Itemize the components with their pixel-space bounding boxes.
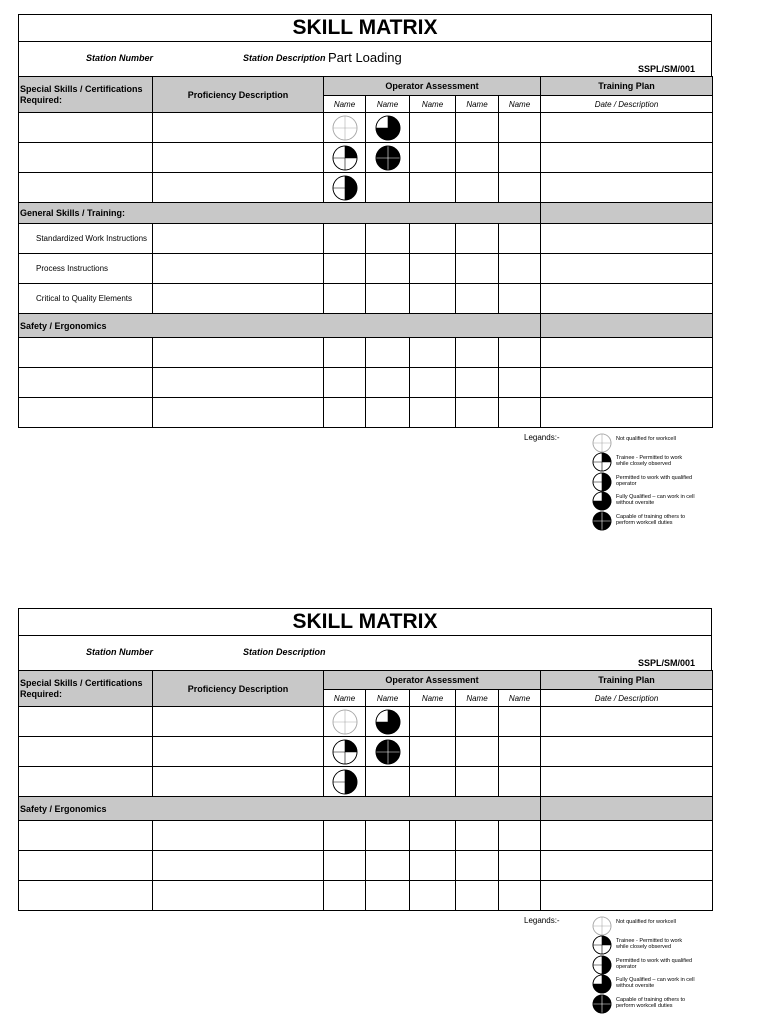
proficiency-cell[interactable] — [153, 767, 324, 797]
assessment-cell[interactable] — [410, 737, 456, 767]
assessment-cell[interactable] — [410, 224, 456, 254]
training-plan-cell[interactable] — [541, 284, 713, 314]
assessment-cell[interactable] — [366, 338, 410, 368]
assessment-cell[interactable] — [324, 737, 366, 767]
legend-text: Fully Qualified – can work in cell without oversite — [616, 977, 695, 989]
special-skills-header: Special Skills / Certifications Required: — [19, 77, 153, 113]
assessment-cell[interactable] — [456, 338, 499, 368]
qualification-three-quarter-icon — [592, 491, 612, 511]
training-plan-cell[interactable] — [541, 737, 713, 767]
general-skills-section-header: General Skills / Training: — [19, 203, 541, 224]
assessment-cell[interactable] — [456, 767, 499, 797]
training-plan-cell[interactable] — [541, 338, 713, 368]
assessment-cell[interactable] — [366, 113, 410, 143]
legend-item — [592, 511, 722, 531]
legend-item — [592, 472, 722, 492]
date-description-header: Date / Description — [541, 690, 713, 707]
assessment-cell[interactable] — [499, 881, 541, 911]
qualification-full-icon — [592, 511, 612, 531]
assessment-cell[interactable] — [456, 143, 499, 173]
legend-text: Permitted to work with qualified operator — [616, 475, 693, 487]
legend-item — [592, 433, 722, 453]
assessment-cell[interactable] — [456, 368, 499, 398]
assessment-cell[interactable] — [410, 398, 456, 428]
legend-item — [592, 452, 722, 472]
assessment-cell[interactable] — [324, 338, 366, 368]
qualification-empty-icon — [592, 433, 612, 453]
assessment-cell[interactable] — [456, 821, 499, 851]
skill-cell[interactable] — [19, 143, 153, 173]
assessment-cell[interactable] — [324, 284, 366, 314]
assessment-cell[interactable] — [499, 368, 541, 398]
assessment-cell[interactable] — [366, 821, 410, 851]
training-plan-cell[interactable] — [541, 851, 713, 881]
skill-matrix-form-1 — [18, 14, 712, 428]
skill-cell[interactable] — [19, 368, 153, 398]
legend-text: Trainee - Permitted to work while closely observed — [616, 455, 683, 467]
assessment-cell[interactable] — [366, 173, 410, 203]
qualification-empty-icon — [592, 916, 612, 936]
training-plan-header: Training Plan — [541, 671, 713, 690]
legend-title: Legands:- — [524, 433, 560, 442]
assessment-cell[interactable] — [410, 338, 456, 368]
proficiency-header: Proficiency Description — [153, 77, 324, 113]
section-fill-cell — [541, 797, 713, 821]
training-plan-header: Training Plan — [541, 77, 713, 96]
assessment-cell[interactable] — [366, 767, 410, 797]
legend-item — [592, 994, 722, 1014]
general-skill-row — [19, 224, 713, 254]
station-description-value: Part Loading — [328, 50, 402, 65]
assessment-cell[interactable] — [324, 143, 366, 173]
assessment-cell[interactable] — [499, 398, 541, 428]
qualification-three-quarter-icon — [375, 115, 401, 141]
skill-cell[interactable] — [19, 767, 153, 797]
proficiency-cell[interactable] — [153, 398, 324, 428]
assessment-cell[interactable] — [410, 143, 456, 173]
training-plan-cell[interactable] — [541, 398, 713, 428]
document-code: SSPL/SM/001 — [637, 658, 695, 668]
proficiency-cell[interactable] — [153, 368, 324, 398]
safety-row — [19, 881, 713, 911]
assessment-cell[interactable] — [499, 338, 541, 368]
legend-text: Not qualified for workcell — [616, 919, 676, 925]
training-plan-cell[interactable] — [541, 173, 713, 203]
assessment-cell[interactable] — [410, 851, 456, 881]
proficiency-cell[interactable] — [153, 224, 324, 254]
general-skill-label: Critical to Quality Elements — [19, 284, 153, 314]
operator-name-header[interactable]: Name — [499, 690, 541, 707]
training-plan-cell[interactable] — [541, 254, 713, 284]
skill-cell[interactable] — [19, 821, 153, 851]
skill-row — [19, 737, 713, 767]
training-plan-cell[interactable] — [541, 821, 713, 851]
legend-item — [592, 935, 722, 955]
skill-cell[interactable] — [19, 113, 153, 143]
assessment-cell[interactable] — [456, 284, 499, 314]
operator-name-header[interactable]: Name — [366, 690, 410, 707]
station-number-label: Station Number — [86, 53, 154, 63]
special-skills-header: Special Skills / Certifications Required: — [19, 671, 153, 707]
legend-item — [592, 916, 722, 936]
assessment-cell[interactable] — [456, 881, 499, 911]
assessment-cell[interactable] — [499, 224, 541, 254]
assessment-cell[interactable] — [499, 254, 541, 284]
form-title: SKILL MATRIX — [18, 608, 712, 635]
legend-item — [592, 974, 722, 994]
assessment-cell[interactable] — [324, 173, 366, 203]
assessment-cell[interactable] — [410, 173, 456, 203]
qualification-three-quarter-icon — [375, 709, 401, 735]
form-title: SKILL MATRIX — [18, 14, 712, 41]
training-plan-cell[interactable] — [541, 707, 713, 737]
operator-assessment-header: Operator Assessment — [324, 671, 541, 690]
skill-cell[interactable] — [19, 398, 153, 428]
operator-name-header[interactable]: Name — [410, 690, 456, 707]
assessment-cell[interactable] — [410, 821, 456, 851]
legend-text: Fully Qualified – can work in cell without oversite — [616, 494, 695, 506]
skill-cell[interactable] — [19, 881, 153, 911]
qualification-empty-icon — [332, 709, 358, 735]
training-plan-cell[interactable] — [541, 113, 713, 143]
assessment-cell[interactable] — [499, 143, 541, 173]
assessment-cell[interactable] — [456, 173, 499, 203]
assessment-cell[interactable] — [366, 224, 410, 254]
assessment-cell[interactable] — [324, 851, 366, 881]
assessment-cell[interactable] — [456, 224, 499, 254]
proficiency-cell[interactable] — [153, 881, 324, 911]
training-plan-cell[interactable] — [541, 143, 713, 173]
proficiency-cell[interactable] — [153, 851, 324, 881]
general-skill-row — [19, 284, 713, 314]
general-skill-label: Standardized Work Instructions — [19, 224, 153, 254]
assessment-cell[interactable] — [366, 284, 410, 314]
safety-row — [19, 821, 713, 851]
legend-text: Not qualified for workcell — [616, 436, 676, 442]
legend-item — [592, 955, 722, 975]
assessment-cell[interactable] — [410, 707, 456, 737]
station-number-label: Station Number — [86, 647, 154, 657]
qualification-half-icon — [332, 175, 358, 201]
qualification-full-icon — [375, 145, 401, 171]
assessment-cell[interactable] — [456, 398, 499, 428]
assessment-cell[interactable] — [499, 173, 541, 203]
qualification-half-icon — [592, 472, 612, 492]
skill-row — [19, 143, 713, 173]
section-fill-cell — [541, 314, 713, 338]
proficiency-header: Proficiency Description — [153, 671, 324, 707]
skill-row — [19, 113, 713, 143]
assessment-cell[interactable] — [366, 143, 410, 173]
assessment-cell[interactable] — [410, 284, 456, 314]
assessment-cell[interactable] — [456, 707, 499, 737]
qualification-empty-icon — [332, 115, 358, 141]
operator-name-header[interactable]: Name — [324, 96, 366, 113]
assessment-cell[interactable] — [456, 113, 499, 143]
safety-row — [19, 851, 713, 881]
safety-section-header: Safety / Ergonomics — [19, 797, 541, 821]
qualification-quarter-icon — [332, 145, 358, 171]
assessment-cell[interactable] — [499, 707, 541, 737]
skill-cell[interactable] — [19, 851, 153, 881]
assessment-cell[interactable] — [366, 707, 410, 737]
document-code: SSPL/SM/001 — [637, 64, 695, 74]
training-plan-cell[interactable] — [541, 224, 713, 254]
assessment-cell[interactable] — [324, 707, 366, 737]
assessment-cell[interactable] — [324, 224, 366, 254]
date-description-header: Date / Description — [541, 96, 713, 113]
assessment-cell[interactable] — [456, 851, 499, 881]
assessment-cell[interactable] — [324, 368, 366, 398]
proficiency-cell[interactable] — [153, 707, 324, 737]
operator-name-header[interactable]: Name — [456, 690, 499, 707]
proficiency-cell[interactable] — [153, 737, 324, 767]
station-info-row — [18, 41, 712, 76]
skill-cell[interactable] — [19, 173, 153, 203]
skill-cell[interactable] — [19, 707, 153, 737]
operator-assessment-header: Operator Assessment — [324, 77, 541, 96]
qualification-quarter-icon — [592, 452, 612, 472]
skill-matrix-table — [18, 670, 713, 911]
general-skill-label: Process Instructions — [19, 254, 153, 284]
assessment-cell[interactable] — [410, 113, 456, 143]
assessment-cell[interactable] — [366, 254, 410, 284]
station-description-label: Station Description — [243, 53, 326, 63]
skill-cell[interactable] — [19, 338, 153, 368]
assessment-cell[interactable] — [324, 821, 366, 851]
station-info-row — [18, 635, 712, 670]
assessment-cell[interactable] — [410, 767, 456, 797]
safety-section-header: Safety / Ergonomics — [19, 314, 541, 338]
proficiency-cell[interactable] — [153, 113, 324, 143]
proficiency-cell[interactable] — [153, 173, 324, 203]
section-fill-cell — [541, 203, 713, 224]
assessment-cell[interactable] — [499, 113, 541, 143]
legend-title: Legands:- — [524, 916, 560, 925]
assessment-cell[interactable] — [499, 767, 541, 797]
qualification-full-icon — [592, 994, 612, 1014]
assessment-cell[interactable] — [499, 851, 541, 881]
legend-text: Permitted to work with qualified operator — [616, 958, 693, 970]
assessment-cell[interactable] — [324, 881, 366, 911]
skill-row — [19, 173, 713, 203]
operator-name-header[interactable]: Name — [324, 690, 366, 707]
qualification-three-quarter-icon — [592, 974, 612, 994]
assessment-cell[interactable] — [366, 368, 410, 398]
assessment-cell[interactable] — [366, 881, 410, 911]
assessment-cell[interactable] — [366, 398, 410, 428]
safety-row — [19, 368, 713, 398]
training-plan-cell[interactable] — [541, 368, 713, 398]
operator-name-header[interactable]: Name — [410, 96, 456, 113]
skill-matrix-table — [18, 76, 713, 428]
assessment-cell[interactable] — [324, 398, 366, 428]
training-plan-cell[interactable] — [541, 767, 713, 797]
assessment-cell[interactable] — [499, 284, 541, 314]
legend-item — [592, 491, 722, 511]
station-description-label: Station Description — [243, 647, 326, 657]
proficiency-cell[interactable] — [153, 821, 324, 851]
assessment-cell[interactable] — [366, 851, 410, 881]
assessment-cell[interactable] — [410, 254, 456, 284]
operator-name-header[interactable]: Name — [499, 96, 541, 113]
training-plan-cell[interactable] — [541, 881, 713, 911]
assessment-cell[interactable] — [366, 737, 410, 767]
assessment-cell[interactable] — [410, 881, 456, 911]
legend-text: Trainee - Permitted to work while closely observed — [616, 938, 683, 950]
assessment-cell[interactable] — [499, 737, 541, 767]
qualification-quarter-icon — [592, 935, 612, 955]
assessment-cell[interactable] — [456, 737, 499, 767]
qualification-full-icon — [375, 739, 401, 765]
assessment-cell[interactable] — [324, 113, 366, 143]
assessment-cell[interactable] — [324, 254, 366, 284]
skill-matrix-form-2 — [18, 608, 712, 911]
legend-text: Capable of training others to perform workcell duties — [616, 514, 686, 526]
qualification-quarter-icon — [332, 739, 358, 765]
safety-row — [19, 398, 713, 428]
skill-row — [19, 767, 713, 797]
proficiency-cell[interactable] — [153, 284, 324, 314]
qualification-half-icon — [332, 769, 358, 795]
general-skill-row — [19, 254, 713, 284]
legend-1 — [524, 433, 724, 533]
skill-cell[interactable] — [19, 737, 153, 767]
legend-text: Capable of training others to perform workcell duties — [616, 997, 686, 1009]
assessment-cell[interactable] — [324, 767, 366, 797]
assessment-cell[interactable] — [410, 368, 456, 398]
operator-name-header[interactable]: Name — [456, 96, 499, 113]
assessment-cell[interactable] — [499, 821, 541, 851]
qualification-half-icon — [592, 955, 612, 975]
proficiency-cell[interactable] — [153, 143, 324, 173]
legend-2 — [524, 916, 724, 1016]
assessment-cell[interactable] — [456, 254, 499, 284]
proficiency-cell[interactable] — [153, 338, 324, 368]
skill-row — [19, 707, 713, 737]
safety-row — [19, 338, 713, 368]
proficiency-cell[interactable] — [153, 254, 324, 284]
operator-name-header[interactable]: Name — [366, 96, 410, 113]
